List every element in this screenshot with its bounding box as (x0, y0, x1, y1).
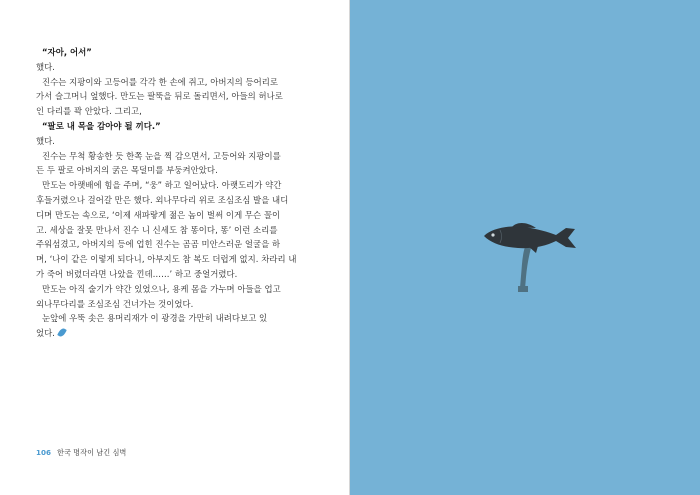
text-line (36, 60, 326, 75)
text-line (36, 119, 326, 134)
text-line-content: 진수는 지팡이와 고등어를 각각 한 손에 쥐고, 아버지의 등어리로 (42, 76, 279, 87)
text-line-content: 었다. (36, 328, 55, 339)
text-line (36, 208, 326, 223)
text-line (36, 282, 326, 297)
text-line (36, 311, 326, 326)
text-line-content: 만도는 아랫배에 힘을 주며, “웅” 하고 일어났다. 아랫도리가 약간 (42, 180, 282, 191)
text-line-content: 인 다리를 꽉 안았다. 그리고, (36, 106, 142, 117)
text-line-content: 가서 슬그머니 엎했다. 만도는 팔뚝을 뒤로 돌리면서, 아들의 허나로 (36, 91, 283, 102)
text-line-content: 디며 만도는 속으로, ‘이제 새파랗게 젊은 놈이 벌써 이게 무슨 꼴이 (36, 209, 281, 220)
text-line-content: 고. 세상을 잘못 만나서 진수 니 신세도 참 똥이다, 똥’ 이런 소리를 (36, 224, 278, 235)
text-line (36, 326, 326, 341)
text-line (36, 267, 326, 282)
text-line-content: 가 죽어 버렸더라면 나았을 낀데……’ 하고 중얼거렸다. (36, 268, 238, 279)
text-line-content: 진수는 무척 황송한 듯 한쪽 눈을 찍 감으면서, 고등어와 지팡이를 (42, 150, 281, 161)
page-number: 106 (36, 448, 52, 457)
text-line-content: 했다. (36, 135, 55, 146)
leaf-end-icon (57, 327, 67, 338)
text-line (36, 45, 326, 60)
text-line-content: “팔로 내 목을 감아야 될 끼다.” (42, 120, 161, 131)
text-line-content: “자아, 어서” (42, 47, 92, 57)
text-line (36, 178, 326, 193)
text-line (36, 252, 326, 267)
text-line (36, 193, 326, 208)
page-footer (36, 448, 126, 458)
text-line-content: 외나무다리를 조심조심 건너가는 것이었다. (36, 298, 194, 309)
right-page-illustration (350, 0, 700, 495)
text-line-content: 며, ‘나이 같은 이렇게 되다니, 아부지도 참 복도 더럽게 없지. 차라리 내 (36, 254, 297, 265)
text-line (36, 223, 326, 238)
text-line (36, 149, 326, 164)
story-text (36, 45, 326, 341)
text-line-content: 만도는 아직 술기가 약간 있었으나, 용케 몸을 가누며 아들을 업고 (42, 283, 281, 294)
text-line (36, 134, 326, 149)
text-line (36, 104, 326, 119)
text-line-content: 주워섬겼고, 아버지의 등에 업힌 진수는 곰곰 미안스러운 얼굴을 하 (36, 239, 281, 250)
fish-with-arm-icon (482, 222, 578, 300)
text-line (36, 75, 326, 90)
text-line (36, 237, 326, 252)
text-line (36, 89, 326, 104)
left-page (0, 0, 349, 495)
text-line-content: 했다. (36, 61, 55, 72)
running-title: 한국 명작이 남긴 심벽 (57, 448, 127, 457)
text-line-content: 든 두 팔로 아버지의 굵은 목덜미를 부둥켜안았다. (36, 165, 218, 176)
text-line-content: 후들거렸으나 걸어갈 만은 했다. 외나무다리 위로 조심조심 발을 내디 (36, 194, 289, 205)
text-line (36, 297, 326, 312)
text-line-content: 눈앞에 우뚝 솟은 용머리재가 이 광경을 가만히 내려다보고 있 (42, 313, 268, 324)
text-line (36, 163, 326, 178)
